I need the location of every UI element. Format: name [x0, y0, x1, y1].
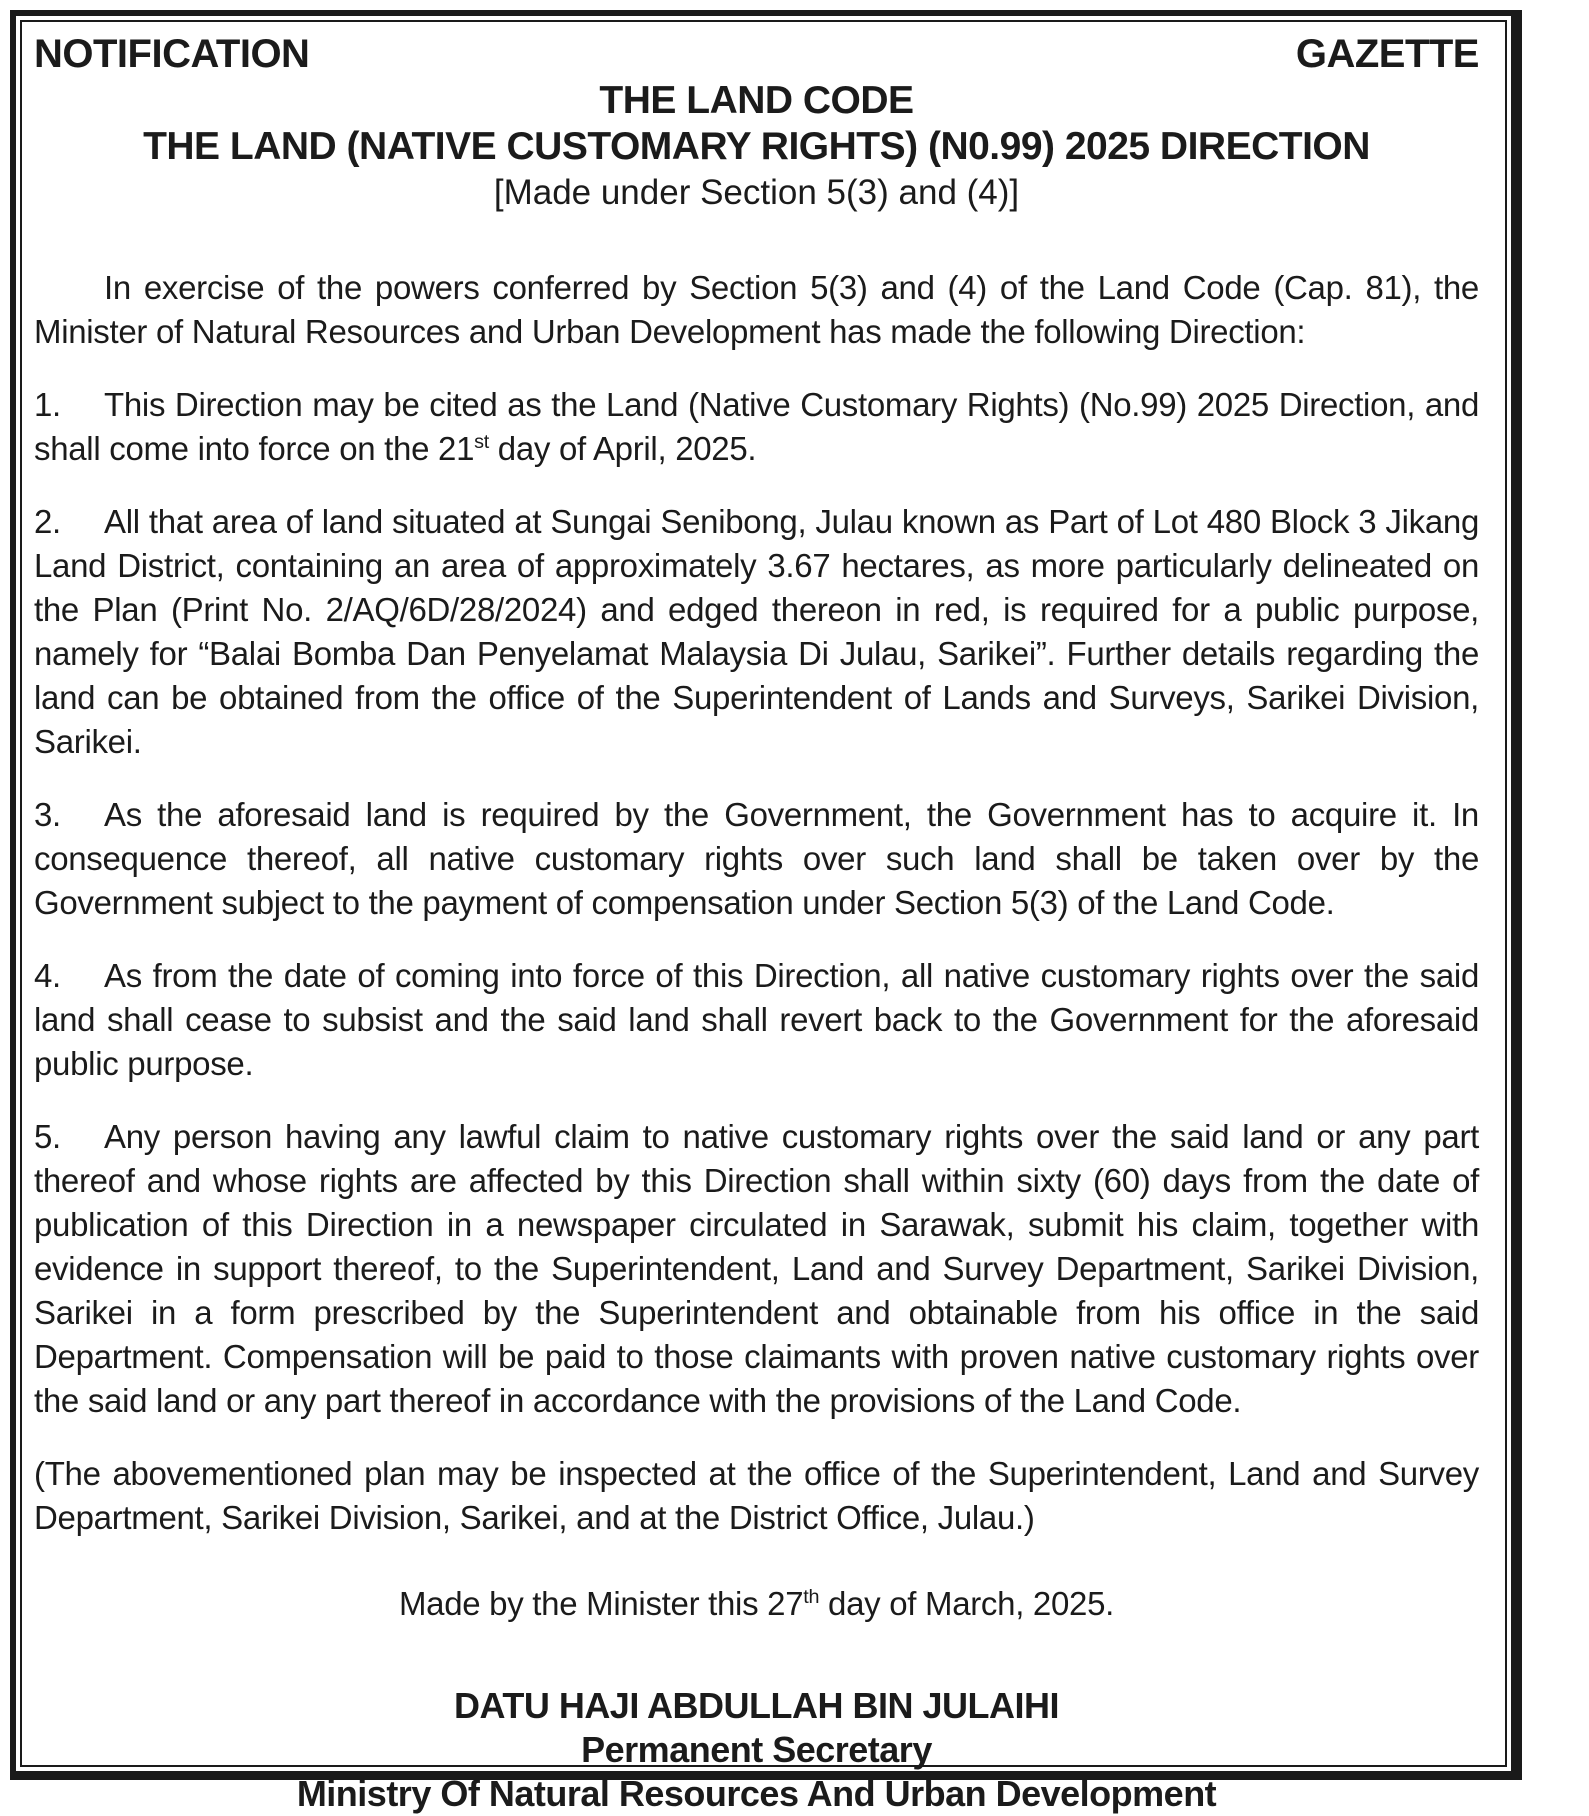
plan-inspection-note: (The abovementioned plan may be inspected at the office of the Superintendent, Land and Survey Department, Sarikei Division, Sarikei, and at the District Office, Julau.)	[34, 1455, 1479, 1536]
paragraph-2-text: All that area of land situated at Sungai Senibong, Julau known as Part of Lot 480 Block 3 Jikang Land District, containing an area of approximately 3.67 hectares, as more particularly delineated on the Plan (Print No. 2/AQ/6D/28/2024) and edged thereon in red, is required for a public purpose, namely for “Balai Bomba Dan Penyelamat Malaysia Di Julau, Sarikei”. Further details regarding the land can be obtained from the office of the Superintendent of Lands and Surveys, Sarikei Division, Sarikei.	[34, 503, 1479, 760]
paragraph-2	[34, 500, 1479, 764]
paragraph-1-text: This Direction may be cited as the Land (Native Customary Rights) (No.99) 2025 Direction, and shall come into force on the 21st day of April, 2025.	[34, 386, 1479, 467]
title-block	[34, 78, 1479, 216]
paragraph-3-number: 3.	[34, 796, 61, 833]
signature-block	[34, 1684, 1479, 1816]
paragraph-4	[34, 954, 1479, 1086]
paragraph-1	[34, 383, 1479, 471]
body-text	[34, 266, 1479, 1626]
paragraph-3-text: As the aforesaid land is required by the Government, the Government has to acquire it. In consequence thereof, all native customary rights over such land shall be taken over by the Government subject to the payment of compensation under Section 5(3) of the Land Code.	[34, 796, 1479, 921]
paragraph-5-number: 5.	[34, 1118, 61, 1155]
intro-paragraph: In exercise of the powers conferred by Section 5(3) and (4) of the Land Code (Cap. 81), the Minister of Natural Resources and Urban Development has made the following Direction:	[34, 269, 1479, 350]
signatory-name: DATU HAJI ABDULLAH BIN JULAIHI	[454, 1685, 1059, 1726]
masthead-row	[34, 32, 1479, 76]
page-title: THE LAND CODE	[599, 79, 914, 122]
paragraph-5	[34, 1115, 1479, 1423]
signatory-ministry: Ministry Of Natural Resources And Urban Development	[296, 1773, 1217, 1814]
paragraph-4-number: 4.	[34, 957, 61, 994]
signatory-title: Permanent Secretary	[581, 1729, 932, 1770]
paragraph-5-text: Any person having any lawful claim to native customary rights over the said land or any part thereof and whose rights are affected by this Direction shall within sixty (60) days from the date of publication of this Direction in a newspaper circulated in Sarawak, submit his claim, together with evidence in support thereof, to the Superintendent, Land and Survey Department, Sarikei Division, Sarikei in a form prescribed by the Superintendent and obtainable from his office in the said Department. Compensation will be paid to those claimants with proven native customary rights over the said land or any part thereof in accordance with the provisions of the Land Code.	[34, 1118, 1479, 1419]
made-under-section-line: [Made under Section 5(3) and (4)]	[493, 173, 1020, 212]
paragraph-1-number: 1.	[34, 386, 61, 423]
gazette-inner-border	[20, 20, 1507, 1814]
paragraph-2-number: 2.	[34, 503, 61, 540]
document-content	[34, 32, 1479, 1814]
direction-title: THE LAND (NATIVE CUSTOMARY RIGHTS) (N0.99) 2025 DIRECTION	[143, 125, 1370, 168]
paragraph-3	[34, 793, 1479, 925]
paragraph-4-text: As from the date of coming into force of this Direction, all native customary rights over the said land shall cease to subsist and the said land shall revert back to the Government for the aforesaid public purpose.	[34, 957, 1479, 1082]
made-by-minister-line: Made by the Minister this 27th day of March, 2025.	[398, 1585, 1115, 1622]
masthead-notification-label: NOTIFICATION	[34, 32, 310, 76]
masthead-gazette-label: GAZETTE	[1295, 32, 1479, 76]
gazette-border-frame	[10, 10, 1522, 1814]
